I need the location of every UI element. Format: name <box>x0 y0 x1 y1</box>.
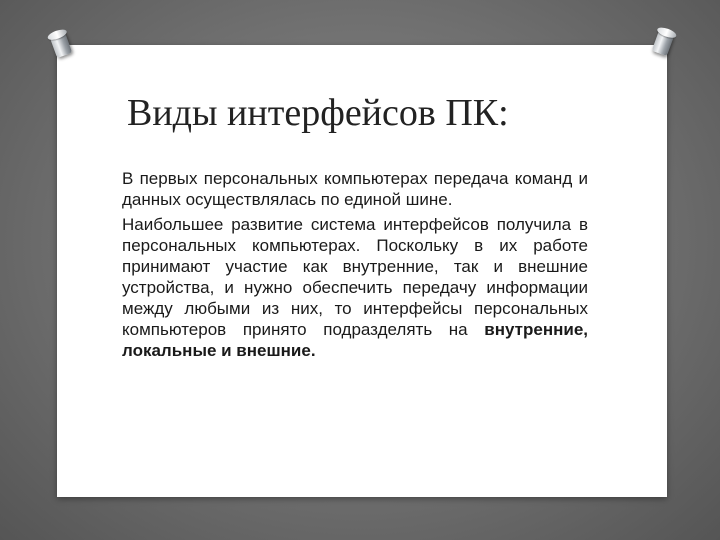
paragraph-2 <box>122 214 588 361</box>
slide-title: Виды интерфейсов ПК: <box>127 92 509 134</box>
paragraph-2-text: Наибольшее развитие система интерфейсов получила в персональных компьютерах. Поскольку в их работе принимают участие как внутренние, так и внешние устройства, и нужно обеспечить передачу информации между любыми из них, то интерфейсы персональных компьютеров принято подразделять на <box>122 215 588 339</box>
pushpin-icon <box>652 30 675 56</box>
paragraph-2-bold: внутренние, локальные и внешние. <box>122 320 588 360</box>
slide-body <box>122 168 588 365</box>
paragraph-1: В первых персональных компьютерах передача команд и данных осуществлялась по единой шине. <box>122 169 588 209</box>
